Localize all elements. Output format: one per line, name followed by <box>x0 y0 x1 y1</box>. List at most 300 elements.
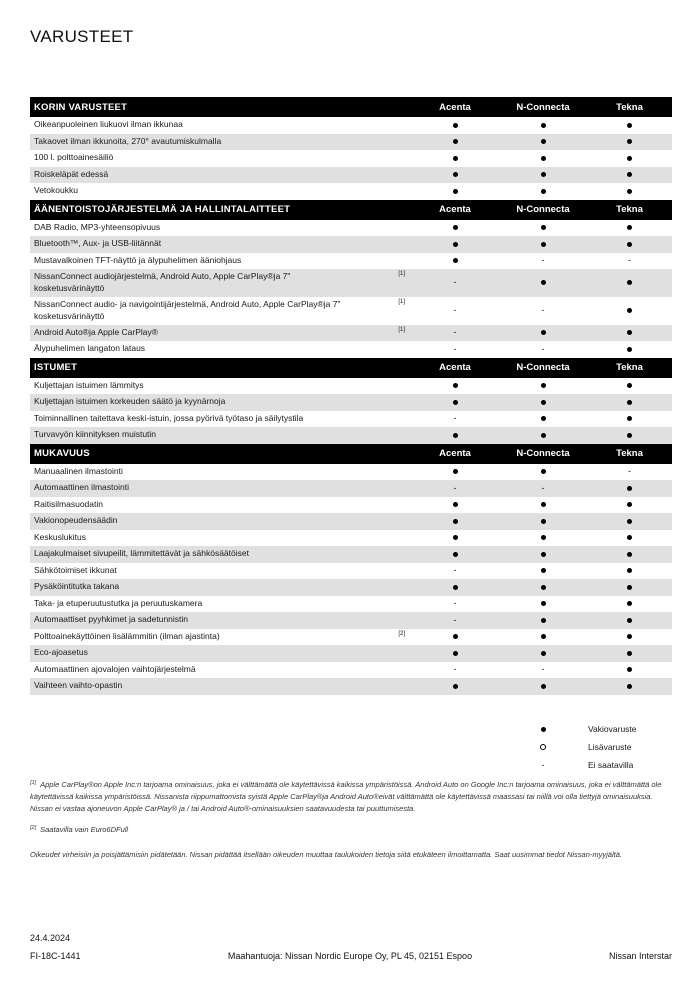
availability-cell <box>411 220 499 237</box>
availability-cell <box>587 662 672 679</box>
feature-label: Kuljettajan istuimen lämmitys <box>34 379 144 390</box>
standard-filled-dot-icon <box>541 242 546 247</box>
footer-date: 24.4.2024 <box>30 933 71 943</box>
availability-cell <box>499 117 587 134</box>
feature-label: NissanConnect audiojärjestelmä, Android Auto, Apple CarPlay®ja 7" kosketusvärinäyttö <box>34 271 291 293</box>
availability-cell <box>587 236 672 253</box>
availability-cell <box>499 341 587 358</box>
standard-filled-dot-icon <box>453 469 458 474</box>
availability-cell <box>499 411 587 428</box>
footer-model-name: Nissan Interstar <box>608 951 672 961</box>
feature-label-cell <box>30 220 411 236</box>
standard-filled-dot-icon <box>453 552 458 557</box>
feature-label: Raitisilmasuodatin <box>34 498 103 509</box>
availability-cell <box>587 183 672 200</box>
feature-label: Keskuslukitus <box>34 531 86 542</box>
standard-filled-dot-icon <box>541 601 546 606</box>
not-available-dash-icon: - <box>628 466 631 477</box>
feature-row <box>30 117 672 134</box>
standard-filled-dot-icon <box>453 502 458 507</box>
availability-cell <box>411 253 499 270</box>
section-header-3 <box>30 358 672 378</box>
footnote-reference: [2] <box>398 630 405 637</box>
feature-label: Takaovet ilman ikkunoita, 270° avautumiskulmalla <box>34 135 222 146</box>
availability-cell <box>587 427 672 444</box>
standard-filled-dot-icon <box>541 280 546 285</box>
feature-label-cell <box>30 394 411 410</box>
feature-row <box>30 341 672 358</box>
availability-cell <box>499 629 587 646</box>
availability-cell <box>411 134 499 151</box>
availability-cell <box>499 612 587 629</box>
standard-filled-dot-icon <box>541 400 546 405</box>
standard-filled-dot-icon <box>453 156 458 161</box>
feature-row <box>30 297 672 325</box>
feature-label: Automaattinen ilmastointi <box>34 482 129 493</box>
feature-row <box>30 464 672 481</box>
standard-filled-dot-icon <box>453 225 458 230</box>
feature-row <box>30 563 672 580</box>
standard-filled-dot-icon <box>453 258 458 263</box>
column-header-acenta: Acenta <box>439 101 471 113</box>
feature-label: Polttoainekäyttöinen lisälämmitin (ilman ajastinta) <box>34 630 220 641</box>
standard-filled-dot-icon <box>453 433 458 438</box>
feature-label-cell <box>30 236 411 252</box>
column-header-tekna: Tekna <box>616 448 643 460</box>
feature-row <box>30 394 672 411</box>
availability-cell <box>587 629 672 646</box>
feature-row <box>30 612 672 629</box>
availability-cell <box>587 612 672 629</box>
feature-row <box>30 546 672 563</box>
feature-label-cell <box>30 341 411 357</box>
availability-cell <box>411 612 499 629</box>
standard-filled-dot-icon <box>627 502 632 507</box>
column-header-tekna: Tekna <box>616 362 643 374</box>
availability-cell <box>411 464 499 481</box>
availability-cell <box>587 394 672 411</box>
availability-cell <box>411 480 499 497</box>
availability-cell <box>587 117 672 134</box>
availability-cell <box>499 497 587 514</box>
feature-row <box>30 378 672 395</box>
standard-filled-dot-icon <box>541 172 546 177</box>
not-available-dash-icon: - <box>453 327 457 338</box>
availability-cell <box>411 183 499 200</box>
standard-filled-dot-icon <box>627 433 632 438</box>
not-available-dash-icon: - <box>541 305 545 316</box>
feature-label: Vetokoukku <box>34 185 78 196</box>
feature-label: NissanConnect audio- ja navigointijärjestelmä, Android Auto, Apple CarPlay®ja 7" kosketusvärinäyttö <box>34 298 341 321</box>
standard-filled-dot-icon <box>541 651 546 656</box>
not-available-dash-icon: - <box>541 255 545 266</box>
footnote-list <box>30 779 674 836</box>
feature-label-cell <box>30 662 411 678</box>
feature-row <box>30 530 672 547</box>
availability-cell <box>587 596 672 613</box>
column-header-tekna: Tekna <box>616 101 643 113</box>
availability-cell <box>411 394 499 411</box>
availability-cell <box>587 325 672 342</box>
availability-cell <box>411 546 499 563</box>
column-header-tekna: Tekna <box>616 204 643 215</box>
availability-cell <box>587 513 672 530</box>
standard-filled-dot-icon <box>541 156 546 161</box>
standard-filled-dot-icon <box>541 535 546 540</box>
standard-filled-dot-icon <box>627 280 632 285</box>
availability-cell <box>587 220 672 237</box>
standard-filled-dot-icon <box>627 330 632 335</box>
feature-label-cell <box>30 134 411 150</box>
feature-label-cell <box>30 530 411 546</box>
section-header-2 <box>30 200 672 220</box>
feature-label-cell <box>30 612 411 628</box>
availability-cell <box>587 645 672 662</box>
column-header-n-connecta: N-Connecta <box>516 101 570 113</box>
standard-filled-dot-icon <box>627 684 632 689</box>
section-title: KORIN VARUSTEET <box>34 101 128 113</box>
standard-filled-dot-icon <box>453 139 458 144</box>
feature-label-cell <box>30 678 411 694</box>
legend-label: Vakiovaruste <box>588 724 637 734</box>
availability-cell <box>587 563 672 580</box>
availability-cell <box>411 150 499 167</box>
not-available-dash-icon: - <box>541 759 545 770</box>
standard-filled-dot-icon <box>453 634 458 639</box>
feature-row <box>30 183 672 200</box>
availability-cell <box>587 341 672 358</box>
availability-cell <box>499 394 587 411</box>
feature-label: Turvavyön kiinnityksen muistutin <box>34 429 157 440</box>
availability-cell <box>411 427 499 444</box>
standard-filled-dot-icon <box>541 123 546 128</box>
availability-cell <box>499 220 587 237</box>
availability-cell <box>499 134 587 151</box>
footnotes <box>30 779 674 861</box>
not-available-dash-icon: - <box>541 482 545 493</box>
availability-cell <box>499 662 587 679</box>
standard-filled-dot-icon <box>541 727 546 732</box>
standard-filled-dot-icon <box>541 469 546 474</box>
availability-cell <box>587 464 672 481</box>
standard-filled-dot-icon <box>627 585 632 590</box>
feature-label: DAB Radio, MP3-yhteensopivuus <box>34 221 161 232</box>
not-available-dash-icon: - <box>541 664 545 675</box>
legend <box>30 720 672 774</box>
standard-filled-dot-icon <box>627 519 632 524</box>
standard-filled-dot-icon <box>627 568 632 573</box>
column-header-n-connecta: N-Connecta <box>516 448 570 460</box>
feature-label: Kuljettajan istuimen korkeuden säätö ja kyynärnoja <box>34 396 226 407</box>
availability-cell <box>411 662 499 679</box>
page-title: VARUSTEET <box>30 27 134 46</box>
standard-filled-dot-icon <box>627 225 632 230</box>
availability-cell <box>587 167 672 184</box>
feature-label: Laajakulmaiset sivupeilit, lämmitettävät ja sähkösäätöiset <box>34 548 249 559</box>
feature-row <box>30 236 672 253</box>
section-title: ISTUMET <box>34 362 78 374</box>
standard-filled-dot-icon <box>627 123 632 128</box>
availability-cell <box>499 513 587 530</box>
legend-row <box>30 738 672 756</box>
feature-row <box>30 497 672 514</box>
footnote: [1] Apple CarPlay®on Apple Inc:n tarjoama ominaisuus, joka ei välttämättä ole käytettävissä kaikissa ympäristöissä. Android Auto on Google Inc:n tarjoama ominaisuus, joka ei välttämättä ole käytettävissä kaikissa ympäristöissä. Nissanista riippumattomista syistä Apple CarPlay®ja Android Auto®eivät välttämättä ole käytettävissä maassasi tai niillä voi olla tiettyjä ominaisuuksia. Nissan ei vastaa ajoneuvon Apple CarPlay® ja / tai Android Auto®-ominaisuuksien saatavuudesta tai puuttumisesta. <box>30 780 662 813</box>
standard-filled-dot-icon <box>453 123 458 128</box>
availability-cell <box>411 497 499 514</box>
not-available-dash-icon: - <box>453 343 457 354</box>
feature-label: Mustavalkoinen TFT-näyttö ja älypuhelimen ääniohjaus <box>34 254 242 265</box>
not-available-dash-icon: - <box>628 255 631 266</box>
availability-cell <box>499 325 587 342</box>
availability-cell <box>587 579 672 596</box>
feature-label: Pysäköintitutka takana <box>34 581 120 592</box>
footer-importer: Maahantuoja: Nissan Nordic Europe Oy, PL 45, 02151 Espoo <box>227 951 473 961</box>
section-header-1 <box>30 97 672 117</box>
feature-label-cell <box>30 167 411 183</box>
availability-cell <box>411 579 499 596</box>
standard-filled-dot-icon <box>541 225 546 230</box>
feature-row <box>30 220 672 237</box>
availability-cell <box>499 150 587 167</box>
feature-label-cell <box>30 546 411 562</box>
feature-label: Sähkötoimiset ikkunat <box>34 564 117 575</box>
footnote: [2] Saatavilla vain Euro6DFull <box>30 825 129 834</box>
standard-filled-dot-icon <box>627 667 632 672</box>
feature-label-cell <box>30 427 411 443</box>
availability-cell <box>499 563 587 580</box>
disclaimer-text: Oikeudet virheisiin ja poisjättämisiin pidätetään. Nissan pidättää itsellään oikeuden muuttaa taulukoiden tietoja siitä etukäteen ilmoittamatta. Saat uusimmat tiedot Nissan-myyjältä. <box>30 850 622 859</box>
feature-label-cell <box>30 579 411 595</box>
availability-cell <box>499 297 587 325</box>
column-header-n-connecta: N-Connecta <box>516 204 570 215</box>
standard-filled-dot-icon <box>627 172 632 177</box>
standard-filled-dot-icon <box>453 400 458 405</box>
standard-filled-dot-icon <box>627 535 632 540</box>
standard-filled-dot-icon <box>627 634 632 639</box>
feature-row <box>30 253 672 270</box>
feature-label: Roiskeläpät edessä <box>34 168 109 179</box>
legend-label: Lisävaruste <box>588 742 632 752</box>
standard-filled-dot-icon <box>541 585 546 590</box>
standard-filled-dot-icon <box>627 347 632 352</box>
not-available-dash-icon: - <box>453 277 457 288</box>
column-header-n-connecta: N-Connecta <box>516 362 570 374</box>
feature-row <box>30 269 672 297</box>
feature-label-cell <box>30 497 411 513</box>
availability-cell <box>411 341 499 358</box>
availability-cell <box>499 253 587 270</box>
standard-filled-dot-icon <box>453 585 458 590</box>
section-title: ÄÄNENTOISTOJÄRJESTELMÄ JA HALLINTALAITTEET <box>34 204 291 215</box>
feature-label-cell <box>30 563 411 579</box>
feature-label-cell <box>30 269 411 297</box>
feature-row <box>30 678 672 695</box>
feature-label-cell <box>30 378 411 394</box>
availability-cell <box>499 678 587 695</box>
standard-filled-dot-icon <box>541 552 546 557</box>
standard-filled-dot-icon <box>541 618 546 623</box>
legend-row <box>30 756 672 774</box>
standard-filled-dot-icon <box>627 189 632 194</box>
standard-filled-dot-icon <box>541 139 546 144</box>
standard-filled-dot-icon <box>627 139 632 144</box>
feature-label: Android Auto®ja Apple CarPlay® <box>34 326 159 337</box>
feature-label: Automaattinen ajovalojen vaihtojärjestelmä <box>34 663 196 674</box>
standard-filled-dot-icon <box>453 383 458 388</box>
column-header-acenta: Acenta <box>439 448 471 460</box>
availability-cell <box>411 167 499 184</box>
footnote-reference: [1] <box>398 298 405 305</box>
feature-row <box>30 325 672 342</box>
availability-cell <box>499 167 587 184</box>
not-available-dash-icon: - <box>541 343 545 354</box>
standard-filled-dot-icon <box>627 383 632 388</box>
feature-label-cell <box>30 297 411 325</box>
feature-label: Taka- ja etuperuutustutka ja peruutuskamera <box>34 597 203 608</box>
availability-cell <box>499 236 587 253</box>
availability-cell <box>411 645 499 662</box>
section-title: MUKAVUUS <box>34 448 90 460</box>
footer-document-code: FI-18C-1441 <box>30 951 81 961</box>
availability-cell <box>499 645 587 662</box>
feature-label: Vaihteen vaihto-opastin <box>34 680 123 691</box>
feature-label: Automaattiset pyyhkimet ja sadetunnistin <box>34 614 189 625</box>
standard-filled-dot-icon <box>541 383 546 388</box>
availability-cell <box>587 497 672 514</box>
feature-label-cell <box>30 629 411 645</box>
availability-cell <box>587 480 672 497</box>
availability-cell <box>411 530 499 547</box>
standard-filled-dot-icon <box>627 400 632 405</box>
availability-cell <box>411 269 499 297</box>
feature-row <box>30 596 672 613</box>
legend-label: Ei saatavilla <box>588 760 634 770</box>
availability-cell <box>499 530 587 547</box>
standard-filled-dot-icon <box>541 502 546 507</box>
feature-label-cell <box>30 183 411 199</box>
feature-label: Bluetooth™, Aux- ja USB-liitännät <box>34 238 162 249</box>
feature-row <box>30 662 672 679</box>
standard-filled-dot-icon <box>453 242 458 247</box>
standard-filled-dot-icon <box>627 601 632 606</box>
availability-cell <box>499 427 587 444</box>
availability-cell <box>587 269 672 297</box>
feature-label: Älypuhelimen langaton lataus <box>34 343 146 354</box>
not-available-dash-icon: - <box>453 482 457 493</box>
availability-cell <box>411 297 499 325</box>
legend-symbol <box>535 744 551 750</box>
availability-cell <box>499 480 587 497</box>
availability-cell <box>499 596 587 613</box>
feature-label-cell <box>30 411 411 427</box>
column-header-acenta: Acenta <box>439 362 471 374</box>
availability-cell <box>499 579 587 596</box>
standard-filled-dot-icon <box>453 519 458 524</box>
standard-filled-dot-icon <box>541 330 546 335</box>
feature-row <box>30 629 672 646</box>
standard-filled-dot-icon <box>453 684 458 689</box>
feature-label: Eco-ajoasetus <box>34 647 88 658</box>
equipment-table <box>30 97 672 695</box>
availability-cell <box>411 117 499 134</box>
feature-label: Vakionopeudensäädin <box>34 515 118 526</box>
feature-label: Oikeanpuoleinen liukuovi ilman ikkunaa <box>34 119 183 130</box>
standard-filled-dot-icon <box>627 242 632 247</box>
feature-row <box>30 167 672 184</box>
feature-label-cell <box>30 480 411 496</box>
standard-filled-dot-icon <box>453 172 458 177</box>
availability-cell <box>587 546 672 563</box>
not-available-dash-icon: - <box>453 598 457 609</box>
standard-filled-dot-icon <box>541 568 546 573</box>
standard-filled-dot-icon <box>453 651 458 656</box>
standard-filled-dot-icon <box>627 552 632 557</box>
feature-row <box>30 150 672 167</box>
availability-cell <box>587 678 672 695</box>
standard-filled-dot-icon <box>541 684 546 689</box>
feature-label-cell <box>30 253 411 269</box>
availability-cell <box>411 411 499 428</box>
availability-cell <box>411 378 499 395</box>
availability-cell <box>499 183 587 200</box>
footnote-reference: [1] <box>398 326 405 333</box>
availability-cell <box>587 134 672 151</box>
column-header-acenta: Acenta <box>439 204 471 215</box>
footnote-marker: [2] <box>30 825 37 831</box>
availability-cell <box>587 297 672 325</box>
standard-filled-dot-icon <box>541 634 546 639</box>
feature-label-cell <box>30 117 411 133</box>
standard-filled-dot-icon <box>541 416 546 421</box>
availability-cell <box>411 629 499 646</box>
feature-row <box>30 645 672 662</box>
availability-cell <box>587 411 672 428</box>
standard-filled-dot-icon <box>627 416 632 421</box>
availability-cell <box>411 236 499 253</box>
availability-cell <box>587 253 672 270</box>
standard-filled-dot-icon <box>627 651 632 656</box>
standard-filled-dot-icon <box>627 486 632 491</box>
feature-row <box>30 134 672 151</box>
feature-label-cell <box>30 150 411 166</box>
not-available-dash-icon: - <box>453 664 457 675</box>
standard-filled-dot-icon <box>627 618 632 623</box>
feature-label: Manuaalinen ilmastointi <box>34 465 123 476</box>
feature-row <box>30 513 672 530</box>
feature-label-cell <box>30 464 411 480</box>
footnote-reference: [1] <box>398 271 405 277</box>
feature-label-cell <box>30 513 411 529</box>
availability-cell <box>411 563 499 580</box>
standard-filled-dot-icon <box>541 433 546 438</box>
feature-label: 100 l. polttoainesäiliö <box>34 152 114 163</box>
availability-cell <box>499 378 587 395</box>
optional-open-circle-icon <box>540 744 546 750</box>
section-header-4 <box>30 444 672 464</box>
not-available-dash-icon: - <box>453 305 457 316</box>
not-available-dash-icon: - <box>453 565 457 576</box>
availability-cell <box>587 378 672 395</box>
feature-row <box>30 427 672 444</box>
availability-cell <box>411 325 499 342</box>
availability-cell <box>411 513 499 530</box>
standard-filled-dot-icon <box>453 189 458 194</box>
availability-cell <box>411 596 499 613</box>
availability-cell <box>499 546 587 563</box>
feature-label-cell <box>30 325 411 341</box>
legend-symbol <box>535 727 551 732</box>
availability-cell <box>411 678 499 695</box>
